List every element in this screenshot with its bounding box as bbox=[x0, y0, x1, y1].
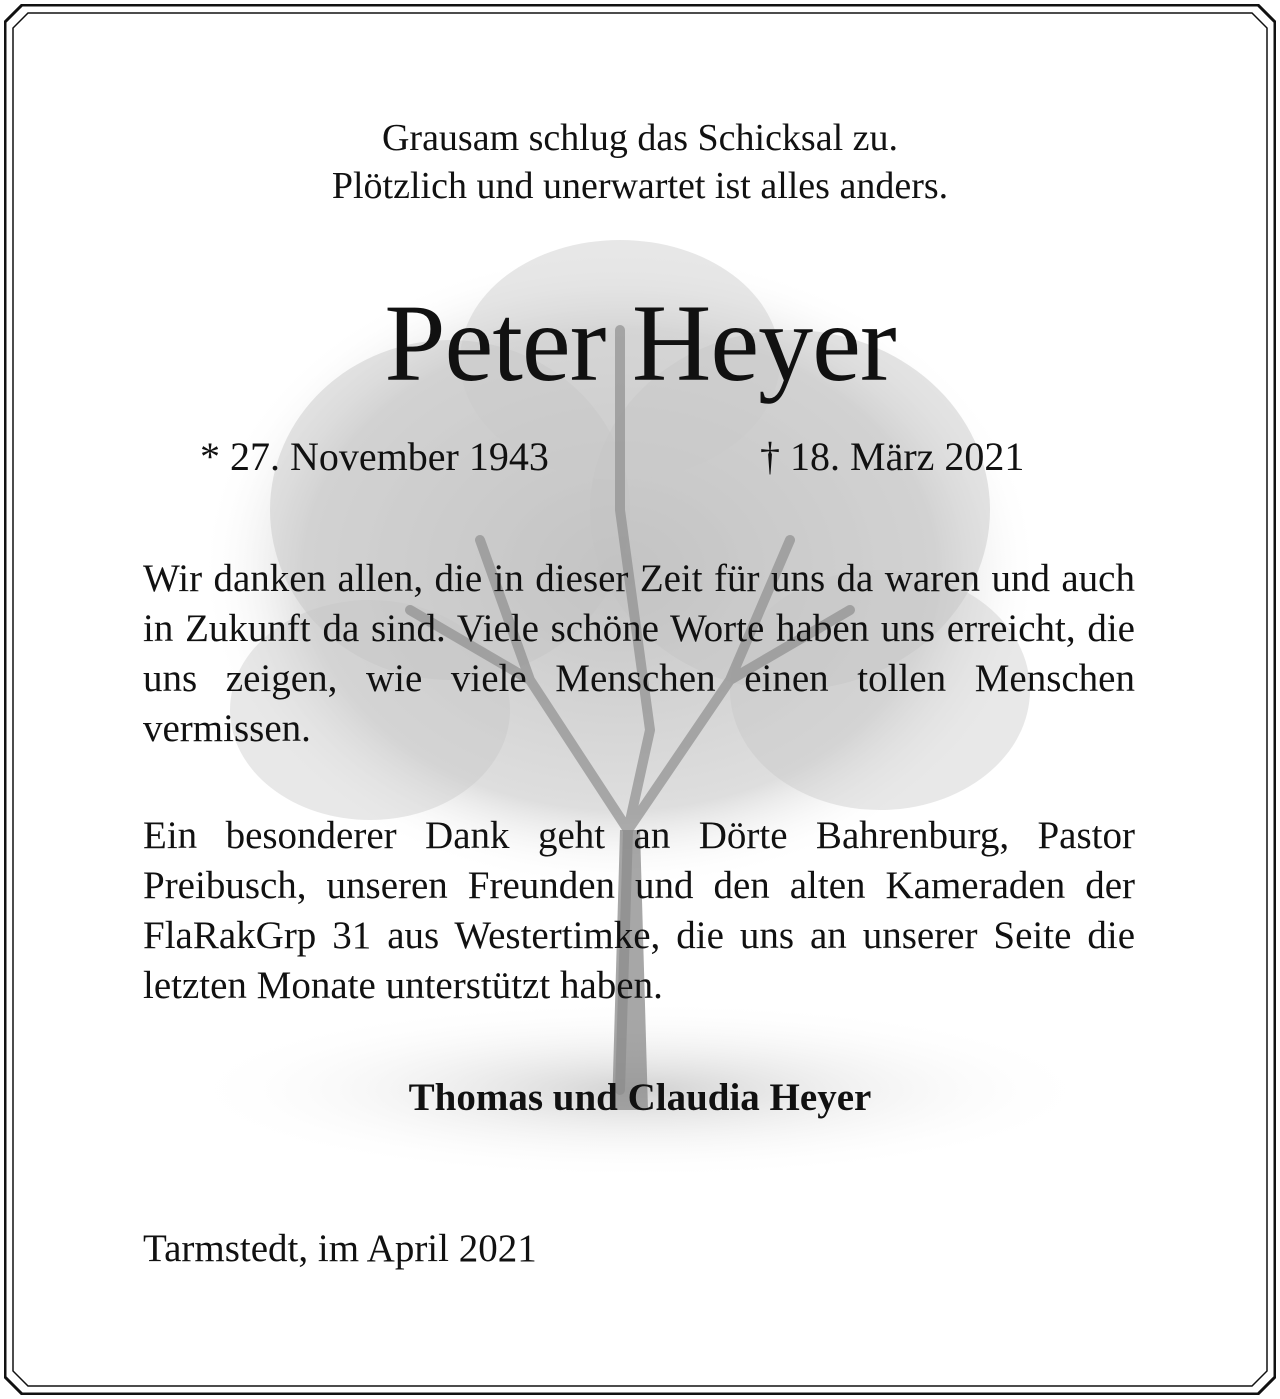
verse-line-1: Grausam schlug das Schicksal zu. bbox=[381, 117, 899, 159]
birth-date: * 27. November 1943 bbox=[200, 434, 549, 479]
thanks-paragraph-1: Wir danken allen, die in dieser Zeit für uns da waren und auch in Zukunft da sind. Viele schöne Worte haben uns erreicht, die uns zeigen, wie viele Menschen einen tollen Menschen vermissen. bbox=[143, 557, 1135, 750]
verse bbox=[0, 114, 1280, 210]
place-and-date: Tarmstedt, im April 2021 bbox=[143, 1227, 537, 1270]
thanks-paragraph-2: Ein besonderer Dank geht an Dörte Bahrenburg, Pastor Preibusch, unseren Freunden und den alten Kameraden der FlaRakGrp 31 aus Westertimke, die uns an unserer Seite die letzten Monate unterstützt haben. bbox=[143, 814, 1135, 1007]
death-date: † 18. März 2021 bbox=[760, 434, 1025, 479]
signature: Thomas und Claudia Heyer bbox=[408, 1076, 872, 1119]
deceased-name: Peter Heyer bbox=[384, 282, 896, 404]
verse-line-2: Plötzlich und unerwartet ist alles anders. bbox=[331, 165, 949, 207]
